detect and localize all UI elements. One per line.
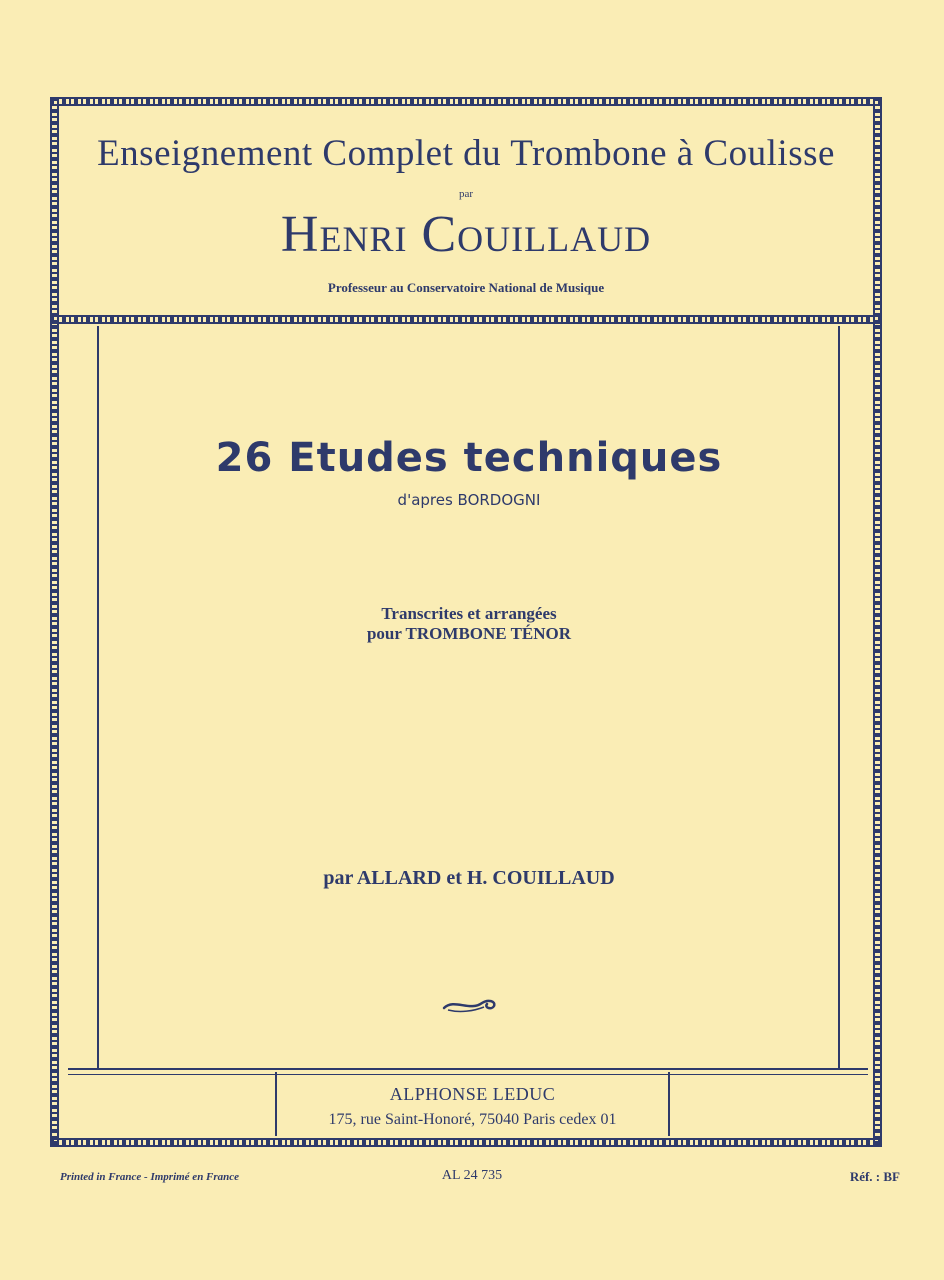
printed-in-france: Printed in France - Imprimé en France	[60, 1171, 240, 1183]
border-divider-top	[50, 315, 882, 324]
composer-position: Professeur au Conservatoire National de Musique	[327, 280, 605, 295]
publisher-box-right	[668, 1072, 670, 1136]
border-left	[50, 97, 59, 1147]
arrangement-line-2: pour TROMBONE TÉNOR	[366, 624, 572, 643]
publisher-box-top	[68, 1068, 868, 1070]
border-right	[873, 97, 882, 1147]
border-top	[50, 97, 882, 106]
arrangers: par ALLARD et H. COUILLAUD	[323, 867, 615, 889]
par-label: par	[458, 188, 474, 200]
reference-code: Réf. : BF	[849, 1169, 900, 1184]
after-bordogni: d'apres BORDOGNI	[397, 491, 541, 509]
series-title: Enseignement Complet du Trombone à Coulisse	[97, 133, 835, 174]
composer-name: Henri Couillaud	[280, 206, 652, 263]
arrangement-line-1: Transcrites et arrangées	[381, 604, 557, 623]
work-title: 26 Etudes techniques	[215, 435, 723, 481]
publisher-name: ALPHONSE LEDUC	[389, 1084, 556, 1104]
catalog-number: AL 24 735	[441, 1168, 503, 1183]
border-bottom	[50, 1138, 882, 1147]
publisher-address: 175, rue Saint-Honoré, 75040 Paris cedex 01	[328, 1111, 617, 1128]
publisher-box-top-inner	[68, 1074, 868, 1075]
inner-frame-left	[97, 326, 99, 1069]
inner-frame-right	[838, 326, 840, 1069]
flourish-ornament-icon	[440, 994, 500, 1016]
